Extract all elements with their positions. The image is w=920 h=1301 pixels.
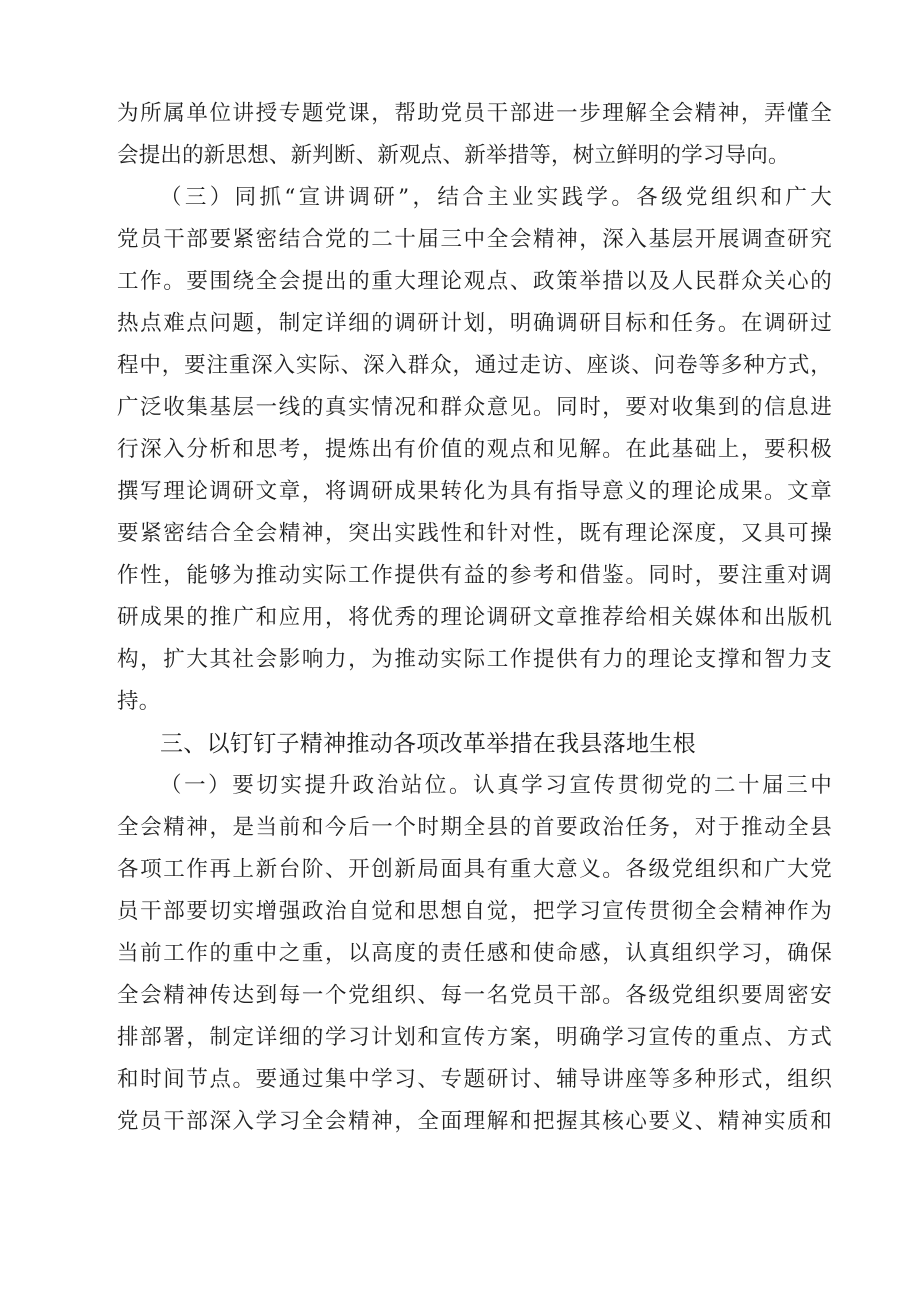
body-text-line: 员干部要切实增强政治自觉和思想自觉，把学习宣传贯彻全会精神作为	[117, 899, 832, 924]
body-text-line: 工作。要围绕全会提出的重大理论观点、政策举措以及人民群众关心的	[117, 269, 832, 294]
body-text-line: 持。	[117, 689, 161, 714]
section-heading: 三、以钉钉子精神推动各项改革举措在我县落地生根	[160, 731, 696, 757]
body-text-line: 为所属单位讲授专题党课，帮助党员干部进一步理解全会精神，弄懂全	[117, 101, 832, 126]
paragraph-first-line: （一）要切实提升政治站位。认真学习宣传贯彻党的二十届三中	[160, 773, 832, 798]
body-text-line: 党员干部要紧密结合党的二十届三中全会精神，深入基层开展调查研究	[117, 227, 832, 252]
body-text-line: 广泛收集基层一线的真实情况和群众意见。同时，要对收集到的信息进	[117, 395, 832, 420]
body-text-line: 热点难点问题，制定详细的调研计划，明确调研目标和任务。在调研过	[117, 311, 832, 336]
body-text-line: 和时间节点。要通过集中学习、专题研讨、辅导讲座等多种形式，组织	[117, 1067, 832, 1092]
body-text-line: 行深入分析和思考，提炼出有价值的观点和见解。在此基础上，要积极	[117, 437, 832, 462]
body-text-line: 研成果的推广和应用，将优秀的理论调研文章推荐给相关媒体和出版机	[117, 605, 832, 630]
body-text-line: 排部署，制定详细的学习计划和宣传方案，明确学习宣传的重点、方式	[117, 1025, 832, 1050]
body-text-line: 作性，能够为推动实际工作提供有益的参考和借鉴。同时，要注重对调	[117, 563, 832, 588]
body-text-line: 要紧密结合全会精神，突出实践性和针对性，既有理论深度，又具可操	[117, 521, 832, 546]
body-text-line: 全会精神传达到每一个党组织、每一名党员干部。各级党组织要周密安	[117, 983, 832, 1008]
body-text-line: 构，扩大其社会影响力，为推动实际工作提供有力的理论支撑和智力支	[117, 647, 832, 672]
body-text-line: 当前工作的重中之重，以高度的责任感和使命感，认真组织学习，确保	[117, 941, 832, 966]
body-text-line: 各项工作再上新台阶、开创新局面具有重大意义。各级党组织和广大党	[117, 857, 832, 882]
body-text-line: 党员干部深入学习全会精神，全面理解和把握其核心要义、精神实质和	[117, 1109, 832, 1134]
paragraph-first-line: （三）同抓“宣讲调研”，结合主业实践学。各级党组织和广大	[160, 185, 832, 210]
body-text-line: 程中，要注重深入实际、深入群众，通过走访、座谈、问卷等多种方式，	[117, 353, 832, 378]
body-text-line: 全会精神，是当前和今后一个时期全县的首要政治任务，对于推动全县	[117, 815, 832, 840]
body-text-line: 撰写理论调研文章，将调研成果转化为具有指导意义的理论成果。文章	[117, 479, 832, 504]
body-text-line: 会提出的新思想、新判断、新观点、新举措等，树立鲜明的学习导向。	[117, 143, 790, 168]
